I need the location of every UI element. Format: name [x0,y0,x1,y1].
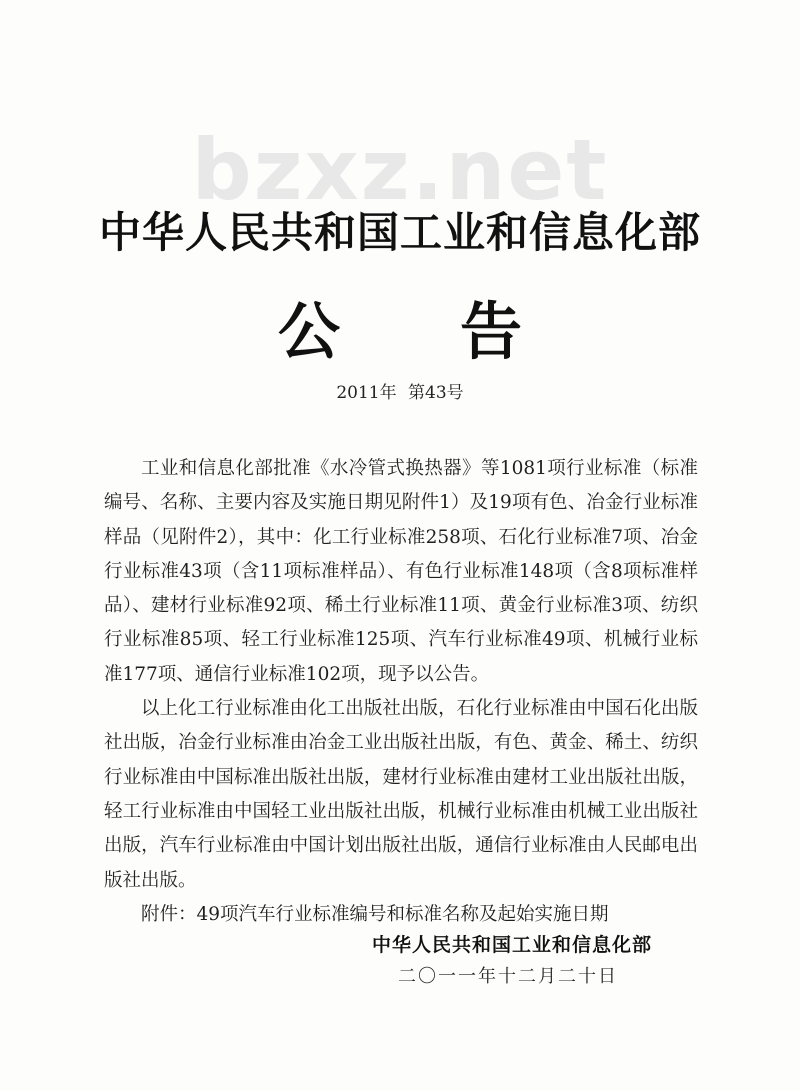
notice-title: 公告 [277,295,642,368]
issuer-signature: 中华人民共和国工业和信息化部 [372,934,653,956]
body-paragraph-2: 以上化工行业标准由化工出版社出版，石化行业标准由中国石化出版社出版，冶金行业标准由冶金工业出版社出版，有色、黄金、稀土、纺织行业标准由中国标准出版社出版，建材行业标准由建材工业出版社出版，轻工行业标准由中国轻工业出版社出版，机械行业标准由机械工业出版社出版，汽车行业标准由中国计划出版社出版，通信行业标准由人民邮电出版社出版。 [104,698,698,891]
notice-body [104,452,698,932]
ministry-title: 中华人民共和国工业和信息化部 [98,208,701,257]
body-paragraph-1: 工业和信息化部批准《水冷管式换热器》等1081项行业标准（标准编号、名称、主要内容及实施日期见附件1）及19项有色、冶金行业标准样品（见附件2），其中：化工行业标准258项、石化行业标准7项、冶金行业标准43项（含11项标准样品）、有色行业标准148项（含8项标准样品）、建材行业标准92项、稀土行业标准11项、黄金行业标准3项、纺织行业标准85项、轻工行业标准125项、汽车行业标准49项、机械行业标准177项、通信行业标准102项，现予以公告。 [104,458,698,685]
attachment-line: 附件：49项汽车行业标准编号和标准名称及起始实施日期 [141,903,609,925]
issue-date: 二〇一一年十二月二十日 [398,966,618,987]
document-number: 2011年 第43号 [336,383,464,403]
watermark: bzxz.net [191,121,609,219]
